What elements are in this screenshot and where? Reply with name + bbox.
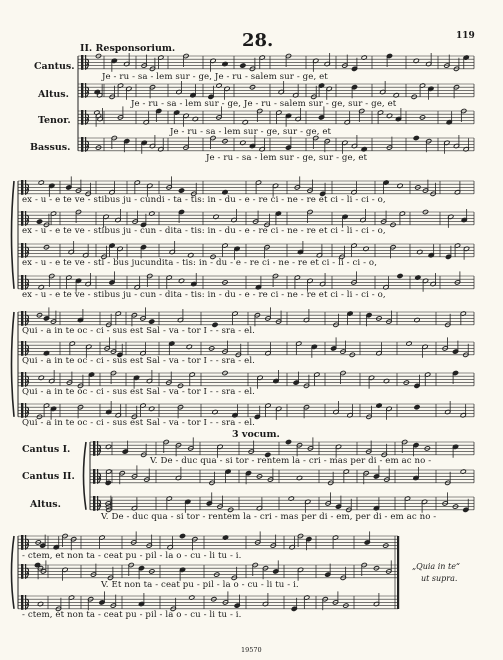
clef-icon: [21, 341, 23, 356]
clef-icon: [25, 211, 26, 226]
clef-icon: [25, 275, 26, 290]
clef-icon: [97, 469, 98, 484]
lyrics-s3-cantus: Qui - a in te oc - ci - sus est Sal - va - tor I - - sra - el.: [22, 326, 255, 336]
clef-icon: [25, 341, 26, 356]
clef-icon: [21, 595, 23, 610]
clef-icon: [85, 83, 86, 98]
lyrics-s2-bassus: ex - u - e te ve - stibus ju - cun - dita - tis: in - du - e - re ci - ne - re et ci - li - ci - o,: [22, 290, 386, 300]
voice-label-altus-2: Altus.: [30, 499, 61, 510]
clef-icon: [21, 403, 23, 418]
clef-icon: [81, 110, 83, 125]
clef-icon: [27, 539, 29, 549]
clef-icon: [27, 279, 29, 289]
clef-icon: [27, 376, 29, 386]
clef-icon: [87, 87, 89, 97]
clef-icon: [25, 311, 26, 326]
clef-icon: [21, 180, 23, 195]
note-head: [285, 439, 291, 444]
clef-icon: [21, 275, 23, 290]
section-heading: II. Responsorium.: [80, 43, 176, 54]
note-head: [397, 273, 403, 278]
lyrics-s2-altus: ex - u - e te ve - stibus ju - cun - dita - tis: in - du - e - re ci - ne - re et ci - li - ci - o,: [22, 226, 386, 236]
clef-icon: [85, 137, 86, 152]
lyrics-s5-altus: - ctem, et non ta - ceat pu - pil - la o - cu - li tu - i.: [22, 610, 242, 620]
clef-icon: [27, 568, 29, 578]
clef-icon: [21, 211, 23, 226]
clef-icon: [85, 110, 86, 125]
clef-icon: [25, 180, 26, 195]
clef-icon: [97, 441, 98, 456]
clef-icon: [27, 599, 29, 609]
clef-icon: [25, 535, 26, 550]
clef-icon: [99, 473, 101, 483]
clef-icon: [21, 372, 23, 387]
clef-icon: [21, 311, 23, 326]
lyrics-s4-altus: V. De - duc qua - si tor - rentem la - cri - mas per di - em, per di - em ac no -: [101, 512, 437, 522]
clef-icon: [27, 407, 29, 417]
note-head: [36, 219, 42, 224]
note-head: [149, 319, 155, 324]
lyrics-s3-tenor: Qui - a in te oc - ci - sus est Sal - va - tor I - - sra - el.: [22, 387, 255, 397]
clef-icon: [87, 141, 89, 151]
note-head: [178, 188, 184, 193]
clef-icon: [81, 137, 83, 152]
final-barline: [397, 536, 399, 609]
clef-icon: [85, 55, 86, 70]
clef-icon: [25, 403, 26, 418]
lyrics-s3-bassus: Qui - a in te oc - ci - sus est Sal - va - tor I - - sra - el.: [22, 418, 255, 428]
note-head: [179, 533, 185, 538]
plate-number: 19570: [241, 646, 262, 654]
voice-label-cantus-1: Cantus I.: [22, 444, 71, 455]
clef-icon: [81, 83, 83, 98]
clef-icon: [27, 184, 29, 194]
brace: [84, 442, 87, 510]
voice-label-altus: Altus.: [38, 89, 69, 100]
note-head: [413, 135, 419, 140]
clef-icon: [27, 215, 29, 225]
brace: [12, 536, 15, 609]
clef-icon: [27, 247, 29, 257]
clef-icon: [21, 564, 23, 579]
lyrics-s1-altus: Je - ru - sa - lem sur - ge, Je - ru - salem sur - ge, sur - ge, et: [131, 99, 397, 109]
lyrics-s1-bassus: Je - ru - sa - lem sur - ge, sur - ge, et: [206, 153, 368, 163]
clef-icon: [21, 535, 23, 550]
clef-icon: [25, 372, 26, 387]
clef-icon: [99, 445, 101, 455]
clef-icon: [87, 114, 89, 124]
clef-icon: [25, 243, 26, 258]
clef-icon: [93, 469, 95, 484]
lyrics-s2-cantus: ex - u - e te ve - stibus ju - cundi - ta - tis: in - du - e - re ci - ne - re et ci - li - ci - o,: [22, 195, 386, 205]
side-note-line2: ut supra.: [421, 574, 458, 583]
clef-icon: [25, 564, 26, 579]
clef-icon: [21, 243, 23, 258]
piece-number: 28.: [242, 30, 274, 51]
lyrics-s5-cantus2: V. Et non ta - ceat pu - pil - la o - cu - li tu - i.: [101, 580, 299, 590]
clef-icon: [99, 500, 101, 510]
brace: [12, 181, 15, 289]
lyrics-s2-tenor: ex - u - e te ve - sti - bus jucundita - tis: in - du - e - re ci - ne - re et ci - li - ci - o,: [22, 258, 378, 268]
clef-icon: [27, 345, 29, 355]
clef-icon: [93, 496, 95, 511]
lyrics-s5-cantus1: - ctem, et non ta - ceat pu - pil - la o - cu - li tu - i.: [22, 551, 242, 561]
clef-icon: [87, 59, 89, 69]
voice-label-cantus: Cantus.: [34, 61, 75, 72]
lyrics-s3-altus: Qui - a in te oc - ci - sus est Sal - va - tor I - - sra - el.: [22, 356, 255, 366]
brace: [12, 312, 15, 417]
clef-icon: [27, 315, 29, 325]
note-head: [414, 405, 420, 410]
clef-icon: [97, 496, 98, 511]
lyrics-s1-tenor: Je - ru - sa - lem sur - ge, sur - ge, et: [170, 127, 332, 137]
voice-label-cantus-2: Cantus II.: [22, 471, 75, 482]
clef-icon: [93, 441, 95, 456]
side-note-line1: „Quia in te“: [412, 562, 461, 571]
lyrics-s4-cantus: V. De - duc qua - si tor - rentem la - cri - mas per di - em ac no -: [150, 456, 432, 466]
page-number: 119: [456, 31, 475, 41]
voice-label-bassus: Bassus.: [30, 142, 71, 153]
three-voices-label: 3 vocum.: [232, 429, 280, 440]
note-head: [240, 63, 246, 68]
voice-label-tenor: Tenor.: [38, 115, 71, 126]
clef-icon: [81, 55, 83, 70]
clef-icon: [25, 595, 26, 610]
lyrics-s1-cantus: Je - ru - sa - lem sur - ge, Je - ru - salem sur - ge, et: [102, 72, 328, 82]
